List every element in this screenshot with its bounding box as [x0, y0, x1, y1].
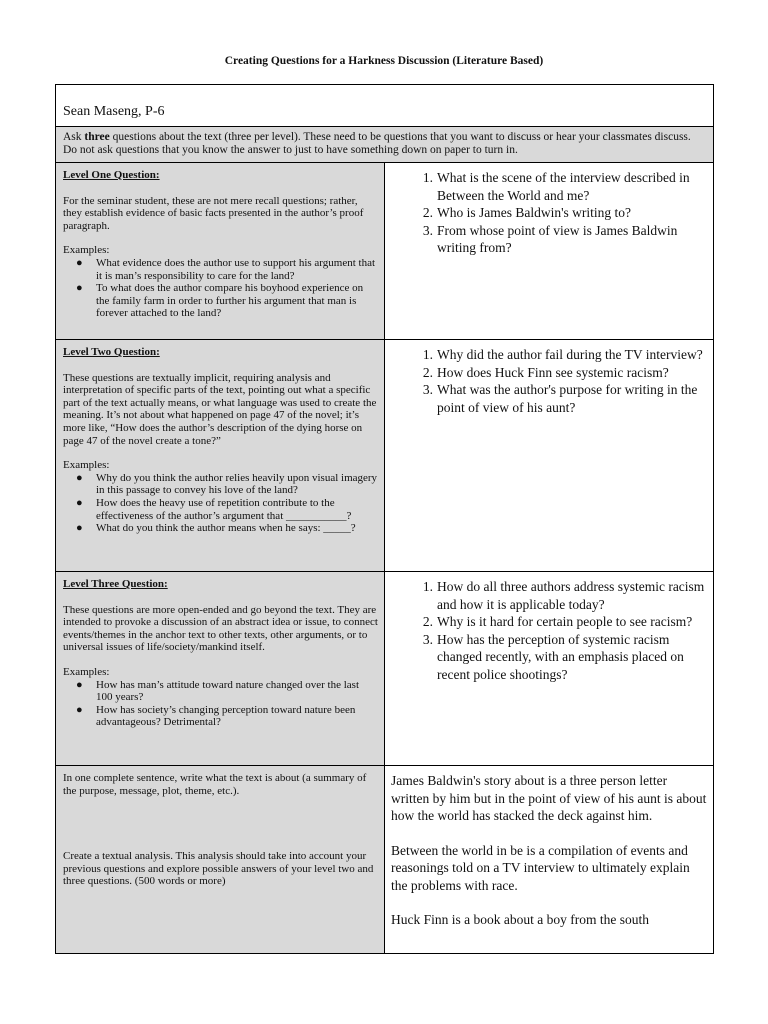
level-one-title: Level One Question: — [63, 169, 160, 181]
bullet-icon: ● — [76, 282, 83, 295]
bullet-icon: ● — [76, 522, 83, 535]
worksheet-table — [55, 84, 714, 954]
level-two-title: Level Two Question: — [63, 346, 160, 358]
level-two-examples — [63, 472, 378, 535]
answer-item[interactable]: 3. From whose point of view is James Baldwin writing from? — [422, 222, 678, 255]
example-item: ● What do you think the author means when he says: _____? — [76, 522, 356, 535]
bullet-icon: ● — [76, 496, 83, 509]
textual-analysis-prompt: Create a textual analysis. This analysis should take into account your previous questions and explore possible answers of your level two and three questions. (500 words or more) — [63, 850, 374, 888]
document-title: Creating Questions for a Harkness Discussion (Literature Based) — [224, 55, 544, 67]
bullet-icon: ● — [76, 471, 83, 484]
answer-item[interactable]: 2. Why is it hard for certain people to see racism? — [422, 614, 693, 629]
level-three-examples — [63, 679, 378, 729]
level-one-answers[interactable] — [385, 163, 714, 340]
level-three-answers[interactable] — [385, 572, 714, 766]
answer-item[interactable]: 1. What is the scene of the interview described in Between the World and me? — [422, 170, 690, 203]
answer-item[interactable]: 1. How do all three authors address systemic racism and how it is applicable today? — [422, 579, 705, 612]
summary-paragraph[interactable]: James Baldwin's story about is a three person letter written by him but in the point of view of his aunt is about how the world has stacked the deck against him. — [391, 773, 707, 823]
level-one-description: For the seminar student, these are not mere recall questions; rather, they establish evidence of basic facts presented in the author’s proof paragraph. — [63, 194, 364, 232]
level-one-examples — [63, 257, 378, 320]
examples-label: Examples: — [63, 244, 110, 257]
level-two-prompt — [56, 340, 385, 572]
level-three-description: These questions are more open-ended and go beyond the text. They are intended to provoke a discussion of an abstract idea or issue, to connect events/themes in the anchor text to other texts, other arguments, or to universal issues of life/society/mankind itself. — [63, 603, 378, 654]
example-item: ● Why do you think the author relies heavily upon visual imagery in this passage to convey his love of the land? — [76, 471, 378, 497]
answer-item[interactable]: 1. Why did the author fail during the TV interview? — [422, 347, 703, 362]
answer-item[interactable]: 2. How does Huck Finn see systemic racism? — [422, 364, 669, 380]
bullet-icon: ● — [76, 256, 83, 269]
level-three-prompt — [56, 572, 385, 766]
examples-label: Examples: — [63, 665, 110, 678]
summary-prompt — [56, 766, 385, 954]
level-three-title: Level Three Question: — [63, 578, 168, 590]
student-name[interactable]: Sean Maseng, P-6 — [56, 85, 714, 127]
instructions: Ask three questions about the text (three per level). These need to be questions that you want to discuss or hear your classmates discuss. Do not ask questions that you know the answer to just to have something down on paper to turn in. — [56, 127, 714, 163]
example-item: ● How has man’s attitude toward nature changed over the last 100 years? — [76, 678, 360, 704]
bullet-icon: ● — [76, 703, 83, 716]
summary-answer[interactable] — [385, 766, 714, 954]
level-two-answers[interactable] — [385, 340, 714, 572]
example-item: ● How has society’s changing perception toward nature been advantageous? Detrimental? — [76, 703, 356, 729]
summary-paragraph[interactable]: Between the world in be is a compilation of events and reasonings told on a TV interview to ultimately explain the problems with race. — [391, 842, 690, 893]
answer-item[interactable]: 2. Who is James Baldwin's writing to? — [422, 205, 632, 220]
answer-item[interactable]: 3. How has the perception of systemic racism changed recently, with an emphasis placed on recent police shootings? — [422, 631, 684, 682]
examples-label: Examples: — [63, 459, 110, 472]
bullet-icon: ● — [76, 678, 83, 691]
example-item: ● How does the heavy use of repetition contribute to the effectiveness of the author’s argument that ___________? — [76, 496, 352, 522]
answer-item[interactable]: 3. What was the author's purpose for writing in the point of view of his aunt? — [422, 382, 698, 415]
summary-sentence-prompt: In one complete sentence, write what the text is about (a summary of the purpose, message, plot, theme, etc.). — [63, 772, 367, 797]
example-item: ● What evidence does the author use to support his argument that it is man’s responsibility to care for the land? — [76, 256, 376, 282]
level-two-description: These questions are textually implicit, requiring analysis and interpretation of specific parts of the text, pointing out what a specific part of the text actually means, or what language was used to create the meaning. It’s not about what happened on page 47 of the novel; it’s more like, “How does the author’s description of the dying horse on page 47 of the novel create a tone?” — [63, 371, 377, 447]
instructions-emphasis: three — [84, 131, 110, 143]
summary-paragraph[interactable]: Huck Finn is a book about a boy from the south — [391, 912, 649, 927]
example-item: ● To what does the author compare his boyhood experience on the family farm in order to further his argument that man is forever attached to the land? — [76, 282, 364, 320]
level-one-prompt — [56, 163, 385, 340]
